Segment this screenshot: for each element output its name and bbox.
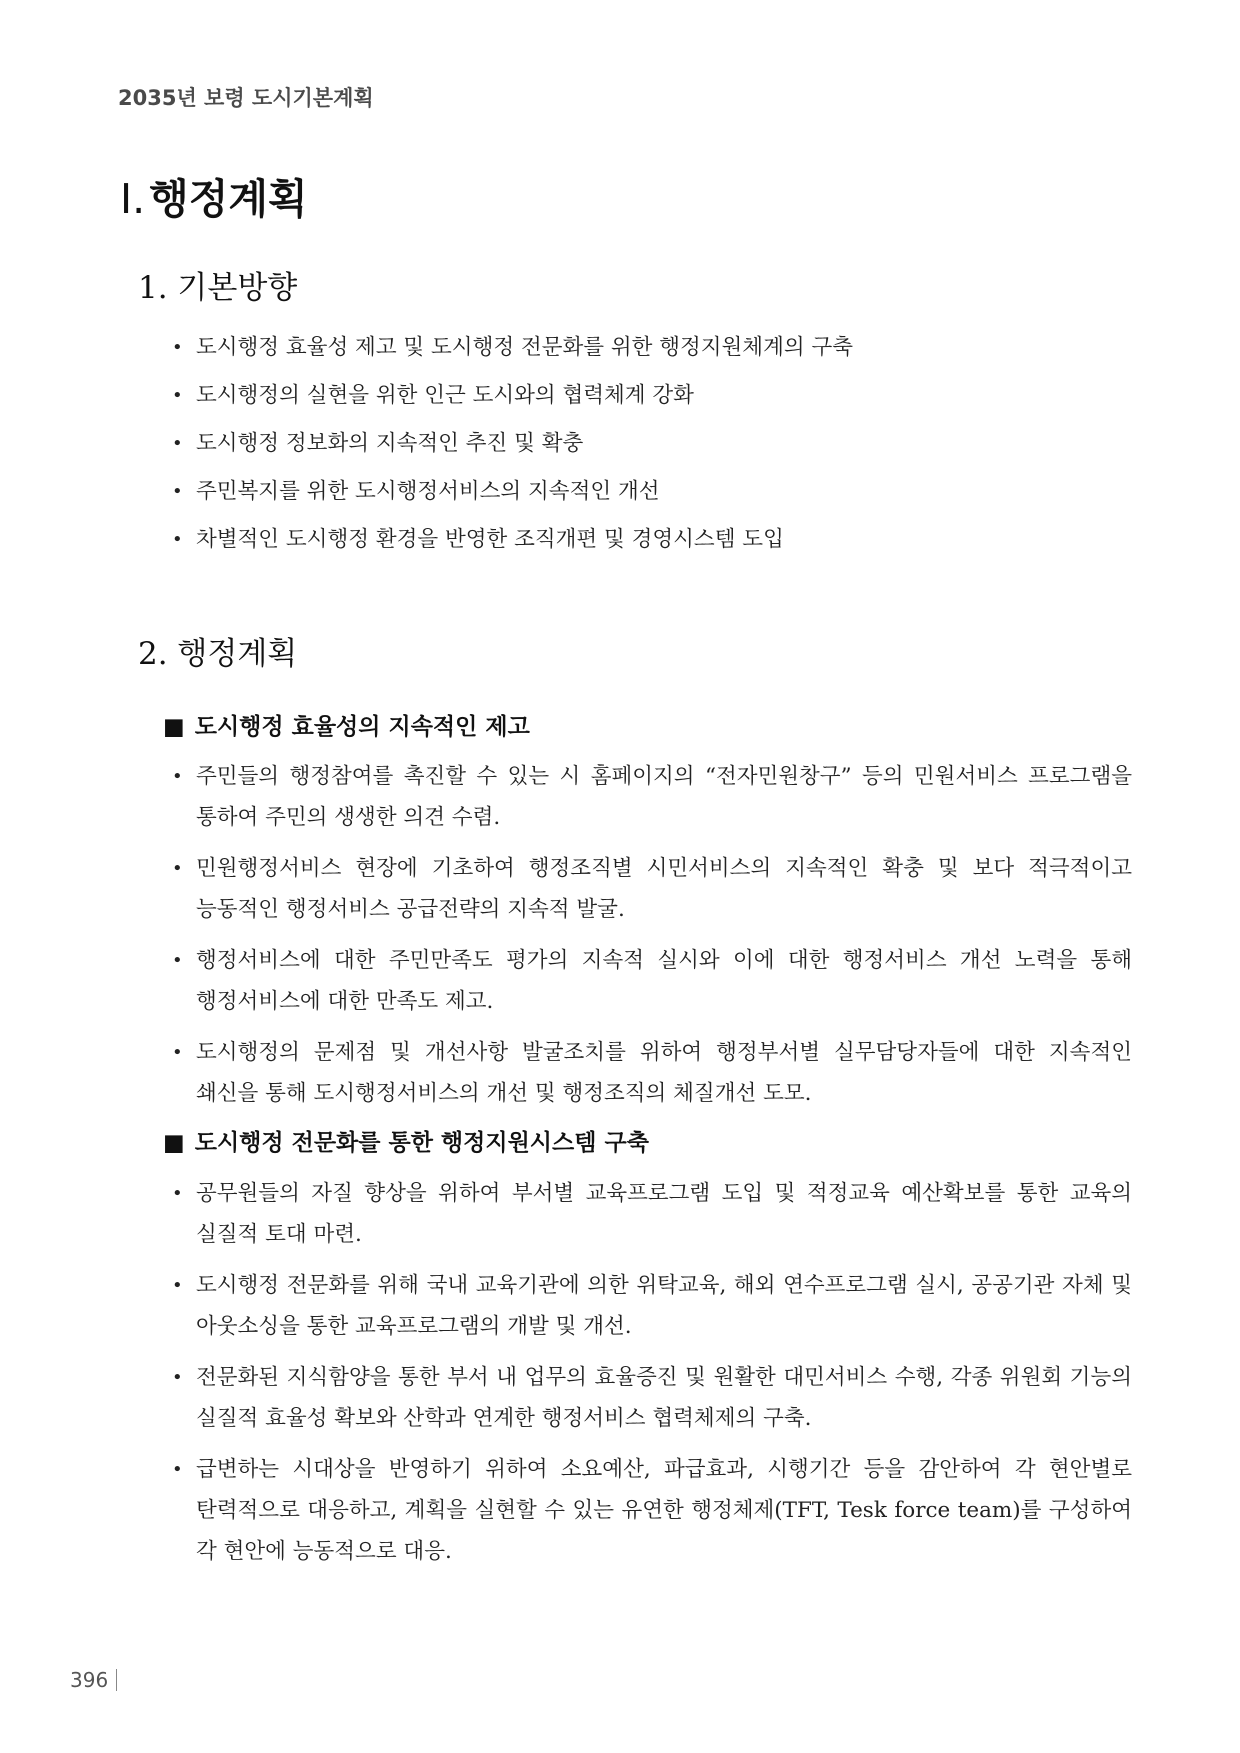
bullet-icon: •	[172, 1367, 183, 1388]
list-item: • 도시행정 전문화를 위해 국내 교육기관에 의한 위탁교육, 해외 연수프로그램 실시, 공공기관 자체 및 아웃소싱을 통한 교육프로그램의 개발 및 개선.	[172, 1265, 1132, 1347]
bullet-icon: •	[172, 529, 183, 550]
bullet-icon: •	[172, 1275, 183, 1296]
list-item: • 행정서비스에 대한 주민만족도 평가의 지속적 실시와 이에 대한 행정서비스 개선 노력을 통해 행정서비스에 대한 만족도 제고.	[172, 940, 1132, 1022]
running-header: 2035년 보령 도시기본계획	[118, 86, 374, 110]
list-item: • 주민복지를 위한 도시행정서비스의 지속적인 개선	[172, 472, 1132, 512]
chapter-title-text: 행정계획	[149, 175, 308, 223]
section-title-basic-direction: 1. 기본방향	[138, 270, 298, 306]
list-item: • 도시행정 정보화의 지속적인 추진 및 확충	[172, 424, 1132, 464]
bullet-icon: •	[172, 1042, 183, 1063]
square-marker-icon: ■	[163, 1130, 185, 1156]
chapter-title	[120, 166, 308, 225]
efficiency-list	[172, 756, 1132, 1124]
list-item: • 도시행정 효율성 제고 및 도시행정 전문화를 위한 행정지원체계의 구축	[172, 328, 1132, 368]
bullet-icon: •	[172, 1459, 183, 1480]
bullet-icon: •	[172, 433, 183, 454]
chapter-numeral: Ⅰ.	[120, 175, 146, 223]
list-item: • 급변하는 시대상을 반영하기 위하여 소요예산, 파급효과, 시행기간 등을 감안하여 각 현안별로 탄력적으로 대응하고, 계획을 실현할 수 있는 유연한 행정체제(TFT, Tesk force team)를 구성하여 각 현안에 능동적으로 대응.	[172, 1449, 1132, 1572]
subhead-efficiency: ■ 도시행정 효율성의 지속적인 제고	[163, 714, 530, 740]
bullet-icon: •	[172, 1183, 183, 1204]
specialization-list	[172, 1173, 1132, 1582]
bullet-icon: •	[172, 385, 183, 406]
bullet-icon: •	[172, 337, 183, 358]
list-item: • 공무원들의 자질 향상을 위하여 부서별 교육프로그램 도입 및 적정교육 예산확보를 통한 교육의 실질적 토대 마련.	[172, 1173, 1132, 1255]
list-item: • 민원행정서비스 현장에 기초하여 행정조직별 시민서비스의 지속적인 확충 및 보다 적극적이고 능동적인 행정서비스 공급전략의 지속적 발굴.	[172, 848, 1132, 930]
bullet-icon: •	[172, 766, 183, 787]
page-footer	[70, 1668, 117, 1692]
list-item: • 도시행정의 실현을 위한 인근 도시와의 협력체계 강화	[172, 376, 1132, 416]
bullet-icon: •	[172, 858, 183, 879]
page-number: 396	[70, 1668, 109, 1692]
bullet-icon: •	[172, 950, 183, 971]
list-item: • 전문화된 지식함양을 통한 부서 내 업무의 효율증진 및 원활한 대민서비스 수행, 각종 위원회 기능의 실질적 효율성 확보와 산학과 연계한 행정서비스 협력체제의 구축.	[172, 1357, 1132, 1439]
square-marker-icon: ■	[163, 714, 185, 740]
list-item: • 차별적인 도시행정 환경을 반영한 조직개편 및 경영시스템 도입	[172, 520, 1132, 560]
list-item: • 주민들의 행정참여를 촉진할 수 있는 시 홈페이지의 “전자민원창구” 등의 민원서비스 프로그램을 통하여 주민의 생생한 의견 수렴.	[172, 756, 1132, 838]
subhead-specialization: ■ 도시행정 전문화를 통한 행정지원시스템 구축	[163, 1130, 649, 1156]
bullet-icon: •	[172, 481, 183, 502]
basic-direction-list	[172, 328, 1132, 568]
footer-divider	[116, 1669, 117, 1691]
section-title-admin-plan: 2. 행정계획	[138, 636, 298, 672]
list-item: • 도시행정의 문제점 및 개선사항 발굴조치를 위하여 행정부서별 실무담당자들에 대한 지속적인 쇄신을 통해 도시행정서비스의 개선 및 행정조직의 체질개선 도모.	[172, 1032, 1132, 1114]
